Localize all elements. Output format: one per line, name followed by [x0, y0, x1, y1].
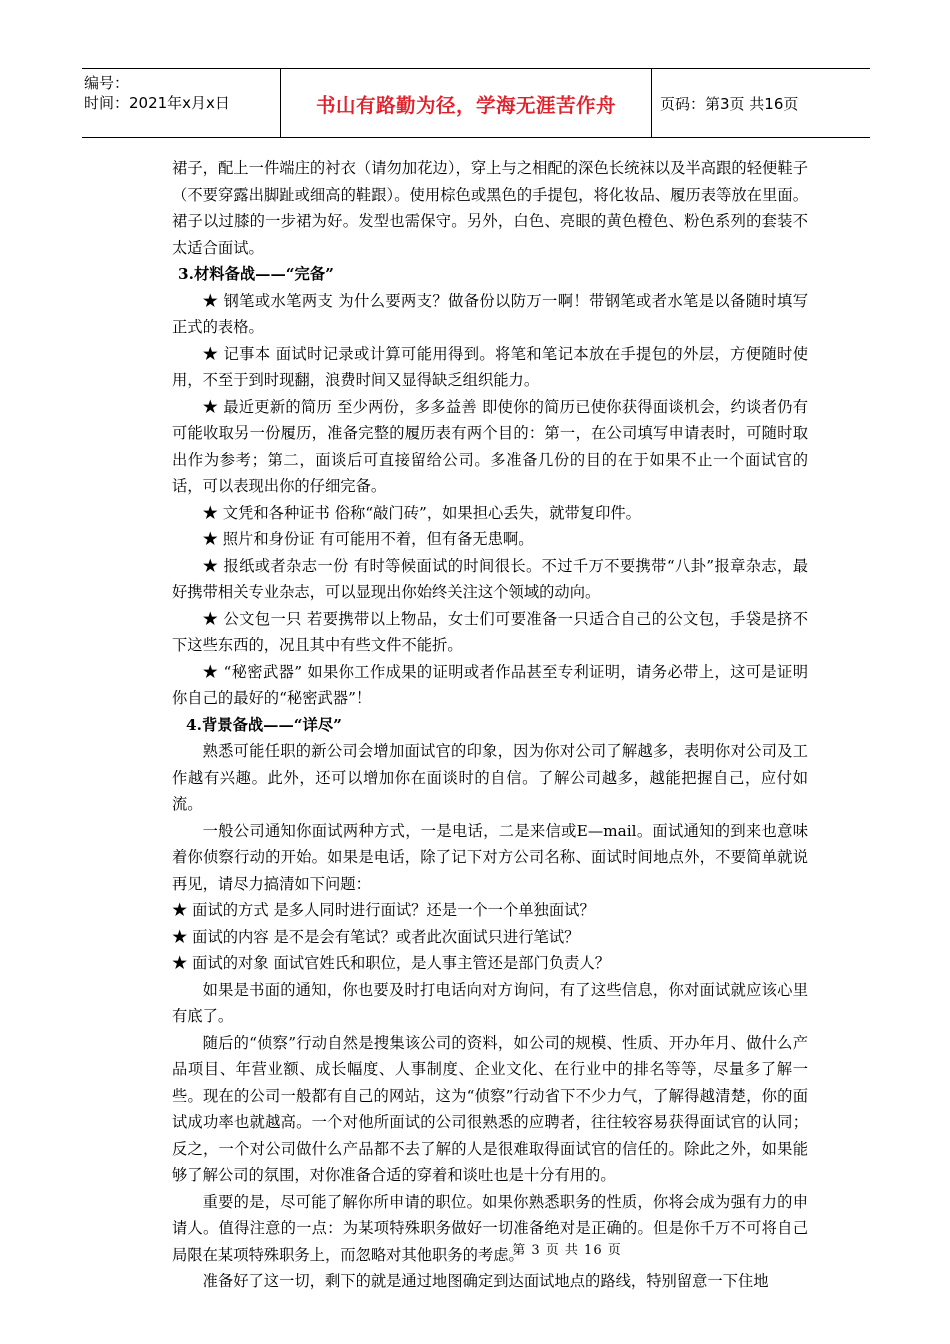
list-item: ★ 文凭和各种证书 俗称“敲门砖”，如果担心丢失，就带复印件。 [202, 503, 641, 522]
list-item: ★ 钢笔或水笔两支 为什么要两支？做备份以防万一啊！带钢笔或者水笔是以备随时填写正式的表格。 [172, 291, 808, 336]
time-label: 时间：2021年x月x日 [84, 94, 230, 112]
section-title-background: 4.背景备战——“详尽” [186, 715, 342, 734]
paragraph: 如果是书面的通知，你也要及时打电话向对方询问，有了这些信息，你对面试就应该心里有底了。 [172, 980, 808, 1025]
paragraph: 熟悉可能任职的新公司会增加面试官的印象，因为你对公司了解越多，表明你对公司及工作越有兴趣。此外，还可以增加你在面谈时的自信。了解公司越多，越能把握自己，应付如流。 [172, 742, 808, 813]
list-item: ★ 公文包一只 若要携带以上物品，女士们可要准备一只适合自己的公文包，手袋是挤不下这些东西的，况且其中有些文件不能折。 [172, 609, 808, 654]
list-item: ★ “秘密武器” 如果你工作成果的证明或者作品甚至专利证明，请务必带上，这可是证明你自己的最好的“秘密武器”！ [172, 662, 808, 707]
footer-page-number: 第 3 页 共 16 页 [512, 1243, 622, 1258]
paragraph-attire: 裙子，配上一件端庄的衬衣（请勿加花边），穿上与之相配的深色长统袜以及半高跟的轻便鞋子（不要穿露出脚趾或细高的鞋跟）。使用棕色或黑色的手提包，将化妆品、履历表等放在里面。裙子以过膝的一步裙为好。发型也需保守。另外，白色、亮眼的黄色橙色、粉色系列的套装不太适合面试。 [172, 159, 808, 257]
list-item: ★ 照片和身份证 有可能用不着，但有备无患啊。 [202, 530, 534, 548]
paragraph: 随后的“侦察”行动自然是搜集该公司的资料，如公司的规模、性质、开办年月、做什么产品项目、年营业额、成长幅度、人事制度、企业文化、在行业中的排名等等，尽量多了解一些。现在的公司一般都有自己的网站，这为“侦察”行动省下不少力气，了解得越清楚，你的面试成功率也就越高。一个对他所面试的公司很熟悉的应聘者，往往较容易获得面试官的认同；反之，一个对公司做什么产品都不去了解的人是很难取得面试官的信任的。除此之外，如果能够了解公司的氛围，对你准备合适的穿着和谈吐也是十分有用的。 [172, 1033, 808, 1184]
header-page-info: 页码：第3页 共16页 [660, 94, 799, 113]
page-header [82, 68, 870, 138]
list-item: ★ 面试的内容 是不是会有笔试？或者此次面试只进行笔试？ [172, 927, 580, 946]
serial-label: 编号： [84, 74, 130, 92]
header-motto: 书山有路勤为径，学海无涯苦作舟 [315, 94, 616, 117]
paragraph: 重要的是，尽可能了解你所申请的职位。如果你熟悉职务的性质，你将会成为强有力的申请人。值得注意的一点：为某项特殊职务做好一切准备绝对是正确的。但是你千万不可将自己局限在某项特殊职务上，而忽略对其他职务的考虑。 [172, 1192, 808, 1264]
page-footer [0, 1239, 950, 1258]
paragraph: 准备好了这一切，剩下的就是通过地图确定到达面试地点的路线，特别留意一下住地 [202, 1272, 769, 1290]
header-motto-cell [280, 69, 652, 137]
list-item: ★ 面试的对象 面试官姓氏和职位，是人事主管还是部门负责人？ [172, 954, 611, 972]
list-item: ★ 记事本 面试时记录或计算可能用得到。将笔和笔记本放在手提包的外层，方便随时使用，不至于到时现翻，浪费时间又显得缺乏组织能力。 [172, 344, 808, 389]
list-item: ★ 最近更新的简历 至少两份，多多益善 即使你的简历已使你获得面谈机会，约谈者仍有可能收取另一份履历，准备完整的履历表有两个目的：第一，在公司填写申请表时，可随时取出作为参考；第二，面谈后可直接留给公司。多准备几份的目的在于如果不止一个面试官的话，可以表现出你的仔细完备。 [172, 397, 808, 495]
list-item: ★ 报纸或者杂志一份 有时等候面试的时间很长。不过千万不要携带“八卦”报章杂志，最好携带相关专业杂志，可以显现出你始终关注这个领域的动向。 [172, 556, 808, 601]
section-title-materials: 3.材料备战——“完备” [178, 265, 334, 283]
document-body [172, 155, 808, 1295]
list-item: ★ 面试的方式 是多人同时进行面试？还是一个一个单独面试？ [172, 901, 595, 919]
paragraph: 一般公司通知你面试两种方式，一是电话，二是来信或E—mail。面试通知的到来也意味着你侦察行动的开始。如果是电话，除了记下对方公司名称、面试时间地点外，不要简单就说再见，请尽力搞清如下问题： [172, 821, 808, 893]
header-meta [82, 69, 280, 137]
